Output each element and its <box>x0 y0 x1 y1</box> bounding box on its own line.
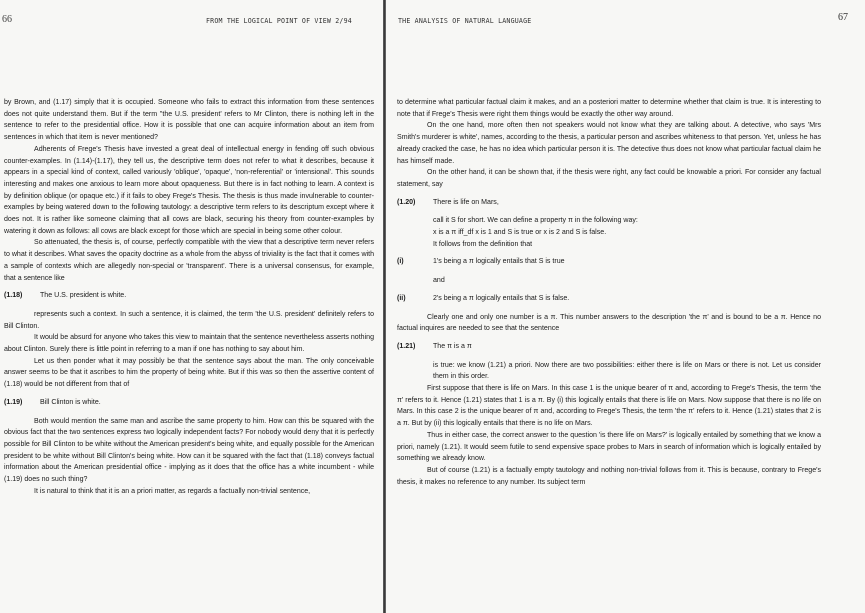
left-page <box>0 0 382 613</box>
right-page <box>388 0 865 613</box>
example-number: (1.21) <box>397 342 416 350</box>
book-gutter <box>383 0 386 613</box>
paragraph: Adherents of Frege's Thesis have invested a great deal of intellectual energy in fending off such obvious counter-examples. In (1.14)-(1.17), they tell us, the descriptive term does not refer to what it describes, because it appears in a special kind of context, called variously 'oblique', 'opaque', 'non-referential' or 'intensional'. This sounds interesting and makes one anxious to learn more about opaqueness. But there is in fact nothing to learn. A context is by definition oblique (or opaque etc.) if it fails to obey Frege's Thesis. The thesis is thus made invulnerable to counter-examples by being watered down to the following tautology: a descriptive term refers to its descriptum except where it does not. It is rather like someone claiming that all cows are black, securing his theory from counter-examples by watering it down as follows: all cows are black except for those which are special in being some other colour. <box>4 145 374 235</box>
right-page-body <box>397 97 821 488</box>
paragraph: represents such a context. In such a sentence, it is claimed, the term 'the U.S. president' definitely refers to Bill Clinton. <box>4 310 374 330</box>
paragraph: So attenuated, the thesis is, of course, perfectly compatible with the view that a descriptive term never refers to what it describes. What saves the opacity doctrine as a whole from the abyss of triviality is the fact that it comes with a sample of contexts which are allegedly non-special or 'transparent'. There is a universal consensus, for example, that a sentence like <box>4 239 374 282</box>
running-head-right: THE ANALYSIS OF NATURAL LANGUAGE <box>398 17 532 25</box>
numbered-example <box>397 293 821 305</box>
numbered-example <box>397 341 821 353</box>
numbered-example <box>4 290 374 302</box>
paragraph: On the one hand, more often then not speakers would not know what they are talking about. A detective, who says 'Mrs Smith's murderer is white', names, according to the thesis, a particular person and ascribes whiteness to that person. Yet, unless he has already cracked the case, he has no idea which particular person it is. The detective thus does not know what particular factual claim he has himself made. <box>397 122 821 165</box>
example-text: The π is a π <box>433 342 472 350</box>
numbered-example <box>4 397 374 409</box>
example-continuation: and <box>433 277 445 285</box>
page-number-left: 66 <box>2 14 12 25</box>
example-text: There is life on Mars, <box>433 198 499 206</box>
paragraph: Thus in either case, the correct answer to the question 'is there life on Mars?' is logically entailed by something that we know a priori, namely (1.21). It would seem futile to send expensive space probes to Mars in search of information which is logically entailed by something we already know. <box>397 431 821 463</box>
numbered-example <box>397 197 821 209</box>
paragraph: Clearly one and only one number is a π. This number answers to the description 'the π' and is bound to be a π. Hence no factual inquires are needed to see that the sentence <box>397 313 821 333</box>
example-number: (1.20) <box>397 198 416 206</box>
paragraph: It is natural to think that it is an a priori matter, as regards a factually non-trivial sentence, <box>34 487 311 495</box>
running-head-left: FROM THE LOGICAL POINT OF VIEW 2/94 <box>206 17 352 25</box>
paragraph: On the other hand, it can be shown that, if the thesis were right, any fact could be knowable a priori. For consider any factual statement, say <box>397 169 821 188</box>
example-number: (1.19) <box>4 398 23 406</box>
example-number: (i) <box>397 258 404 266</box>
paragraph: by Brown, and (1.17) simply that it is occupied. Someone who fails to extract this information from these sentences does not quite understand them. But if the term "the U.S. president' refers to Mr Clinton, there is nothing left in the sentence to refer to the presidential office. How it is possible that one can acquire information about an item from sentences in which that item is never mentioned? <box>4 99 374 142</box>
paragraph: Let us then ponder what it may possibly be that the sentence says about the man. The only conceivable answer seems to be that it ascribes to him the property of being white. But if this was so then the assertive content of (1.18) would be not different from that of <box>4 357 374 389</box>
paragraph: But of course (1.21) is a factually empty tautology and nothing non-trivial follows from it. This is because, contrary to Frege's thesis, it makes no reference to any number. Its subject term <box>397 466 821 486</box>
paragraph: to determine what particular factual claim it makes, and an a posteriori matter to determine whether that claim is true. It is interesting to note that if Frege's Thesis were right them things would be exactly the other way around. <box>397 99 821 118</box>
example-continuation: call it S for short. We can define a property π in the following way: <box>433 217 638 225</box>
paragraph: Both would mention the same man and ascribe the same property to him. How can this be squared with the obvious fact that the two sentences express two logically independent facts? For nobody would deny that it is perfectly possible for Bill Clinton to be white without the American president's being white, and equally possible for the American president to be white without Bill Clinton's being white. How can it be squared with the fact that (1.18) conveys factual information about the American presidential office - implying as it does that the office has a white incumbent - while (1.19) does no such thing? <box>4 417 374 484</box>
example-text: 1's being a π logically entails that S is true <box>433 258 565 266</box>
example-continuation: It follows from the definition that <box>433 240 533 248</box>
paragraph: It would be absurd for anyone who takes this view to maintain that the sentence nevertheless asserts nothing about Clinton. Surely there is little point in referring to a man if one has nothing to say about him. <box>4 334 374 354</box>
paragraph: First suppose that there is life on Mars. In this case 1 is the unique bearer of π and, according to Frege's Thesis, the term 'the π' refers to it. Hence (1.21) states that 1 is a π. By (i) this logically entails that there is life on Mars. Now suppose that there is no life on Mars. In this case 2 is the unique bearer of π and, according to Frege's Thesis, the term 'the π' refers to it. Hence (1.21) states that 2 is a π. But by (ii) this logically entails that there is no life on Mars. <box>397 385 821 428</box>
example-text: 2's being a π logically entails that S is false. <box>433 294 570 302</box>
example-number: (1.18) <box>4 292 23 300</box>
example-continuation: x is a π iff_df x is 1 and S is true or x is 2 and S is false. <box>433 229 607 237</box>
page-number-right: 67 <box>838 12 848 23</box>
left-page-body <box>4 97 374 498</box>
example-text: The U.S. president is white. <box>40 292 127 300</box>
example-number: (ii) <box>397 294 406 302</box>
numbered-example <box>397 256 821 268</box>
example-continuation: is true: we know (1.21) a priori. Now there are two possibilities: either there is life on Mars or there is not. Let us consider them in this order. <box>433 361 821 381</box>
example-text: Bill Clinton is white. <box>40 398 101 406</box>
